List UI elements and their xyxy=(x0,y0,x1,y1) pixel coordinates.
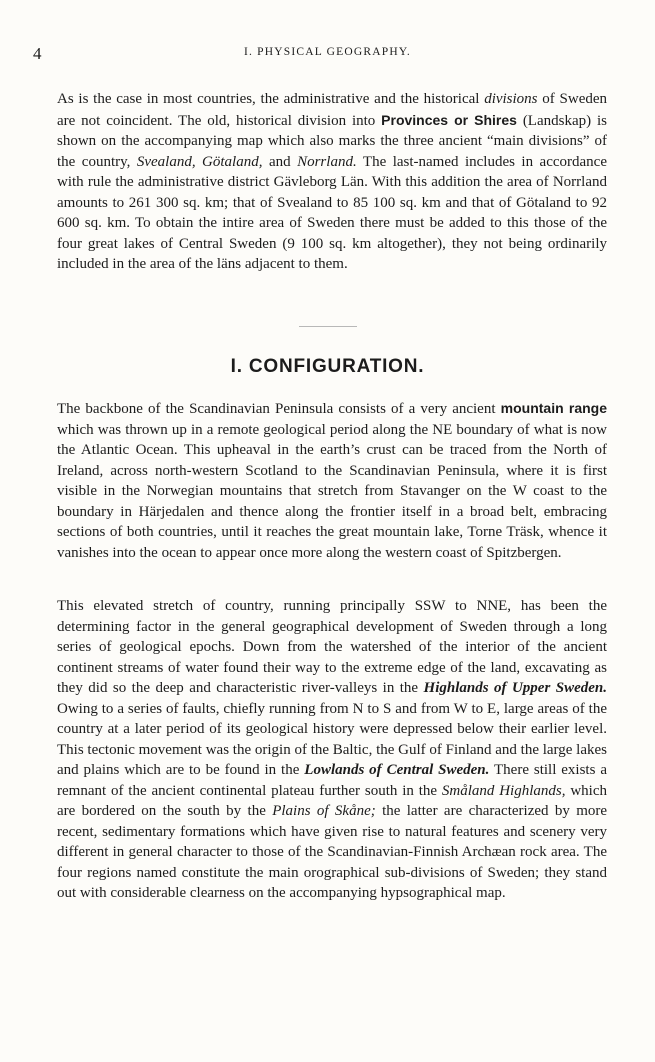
section-heading: I. CONFIGURATION. xyxy=(230,356,425,377)
text-run: As is the case in most countries, the administrative and the historical xyxy=(57,91,480,107)
region-lowlands-central-sweden: Lowlands of Central Sweden. xyxy=(304,762,490,778)
text-run: The last-named includes in accordance with rule the administrative district Gävleborg Län. With this addition the area of Norrland amounts to 261 300 sq. km; that of Svealand to 85 100 sq. km and that of Götaland to 92 600 sq. km. To obtain the intire area of Sweden there must be added to this those of the four great lakes of Central Sweden (9 100 sq. km altogether), they not being ordinarily included in the area of the läns adjacent to them. xyxy=(57,153,608,272)
region-plains-of-skane: Plains of Skåne; xyxy=(272,803,376,819)
configuration-paragraph-2 xyxy=(57,596,607,904)
emphasis-svealand-gotaland: Svealand, Götaland, xyxy=(136,153,263,170)
text-run: (Landskap) is shown on the accompanying map which also marks the three ancient “main divisions” of the country, xyxy=(57,112,607,170)
text-run: which are bordered on the south by the xyxy=(57,782,607,819)
text-run: This elevated stretch of country, running principally SSW to NNE, has been the determining factor in the general geographical development of Sweden through a long series of geological epochs. Down from the watershed of the interior of the ancient continent streams of water found their way to the extreme edge of the land, excavating as they did so the deep and characteristic river-valleys in the xyxy=(57,598,607,696)
text-run: There still exists a remnant of the ancient continental plateau further south in the xyxy=(57,762,607,799)
running-head: I. PHYSICAL GEOGRAPHY. xyxy=(244,46,411,58)
term-provinces: Provinces or Shires xyxy=(381,111,517,128)
region-highlands-upper-sweden: Highlands of Upper Sweden. xyxy=(423,680,607,696)
text-run: and xyxy=(268,153,291,170)
page-number: 4 xyxy=(33,44,42,63)
configuration-paragraph-1 xyxy=(57,398,607,563)
emphasis-divisions: divisions xyxy=(484,91,538,107)
text-run: The backbone of the Scandinavian Peninsula consists of a very ancient xyxy=(57,401,496,417)
region-smaland-highlands: Småland Highlands, xyxy=(441,782,566,799)
text-run: the latter are characterized by more recent, sedimentary formations which have given rise to natural features and scenery very different in general character to those of the Scandinavian-Finnish Archæan rock area. The four regions named constitute the main orographical sub-divisions of Sweden; they stand out with considerable clearness on the accompanying hypsographical map. xyxy=(57,803,608,901)
text-run: Owing to a series of faults, chiefly running from N to S and from W to E, large areas of the country at a later period of its geological history were depressed below their earlier level. This tectonic movement was the origin of the Baltic, the Gulf of Finland and the large lakes and plains which are to be found in the xyxy=(57,700,607,778)
text-run: of Sweden are not coincident. The old, historical division into xyxy=(57,91,608,129)
section-divider xyxy=(299,326,357,327)
text-run: which was thrown up in a remote geological period along the NE boundary of what is now the Atlantic Ocean. This upheaval in the earth’s crust can be traced from the North of Ireland, across north-western Scotland to the Scandinavian Peninsula, where it is first visible in the Norwegian mountains that stretch from Stavanger on the W coast to the boundary in Härjedalen and thence along the frontier itself in a broad belt, embracing sections of both countries, until it reaches the great mountain lake, Torne Träsk, whence it vanishes into the ocean to appear once more along the western coast of Spitzbergen. xyxy=(57,421,607,561)
intro-paragraph xyxy=(57,89,607,275)
term-mountain-range: mountain range xyxy=(500,400,608,416)
emphasis-norrland: Norrland. xyxy=(297,153,357,170)
